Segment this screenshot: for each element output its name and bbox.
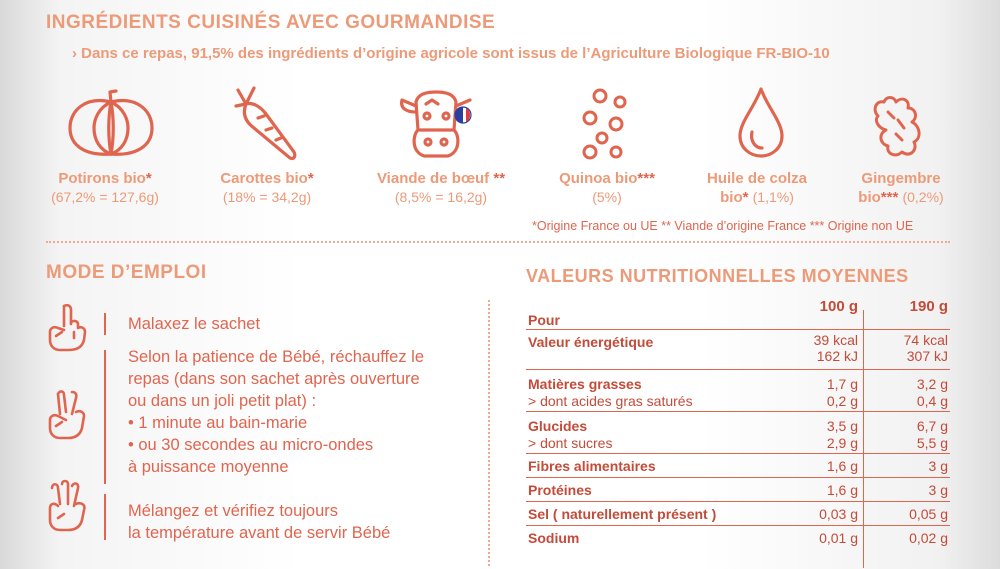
row-sublabel: > dont sucres	[528, 435, 613, 451]
ingredient-quinoa	[522, 170, 692, 206]
ingredient-name-2: bio	[858, 189, 881, 206]
step-line: • 1 minute au bain-marie	[128, 414, 308, 432]
ginger-icon	[868, 90, 932, 160]
step-1-text	[128, 313, 260, 335]
step-line: la température avant de servir Bébé	[128, 524, 391, 542]
row-value: 0,4 g	[916, 393, 948, 409]
ingredient-name-2: bio	[720, 189, 743, 206]
step-separator	[104, 350, 106, 484]
column-divider	[488, 300, 490, 566]
pumpkin-icon	[66, 88, 156, 160]
row-label: Protéines	[528, 482, 592, 498]
row-value: 74 kcal	[903, 332, 948, 348]
ingredients-subtitle: › Dans ce repas, 91,5% des ingrédients d’origine agricole sont issus de l’Agriculture Biologique FR-BIO-10	[72, 45, 830, 62]
step-separator	[104, 313, 106, 335]
step-line: • ou 30 secondes au micro-ondes	[128, 436, 374, 454]
table-row	[526, 310, 950, 330]
row-value: 1,6 g	[826, 458, 858, 474]
ingredient-name: Potirons bio	[58, 170, 146, 187]
ingredient-beef	[356, 170, 526, 206]
step-line: Mélangez et vérifiez toujours	[128, 502, 339, 520]
step-line: à puissance moyenne	[128, 458, 289, 476]
row-value: 3,2 g	[916, 376, 948, 392]
step-line: repas (dans son sachet après ouverture	[128, 370, 420, 388]
table-row	[526, 526, 950, 550]
table-row	[526, 502, 950, 526]
step-line: Selon la patience de Bébé, réchauffez le	[128, 348, 424, 366]
row-value: 3 g	[928, 482, 948, 498]
hand-two-fingers-icon	[44, 388, 90, 442]
ingredient-pumpkin	[20, 170, 190, 206]
table-row	[526, 370, 950, 412]
quinoa-icon	[576, 86, 640, 164]
ingredient-amount: (1,1%)	[752, 189, 794, 205]
row-value: 0,02 g	[909, 530, 948, 546]
row-value: 2,9 g	[826, 435, 858, 451]
hand-three-fingers-icon	[44, 478, 92, 534]
table-row	[526, 454, 950, 478]
row-label: Matières grasses	[528, 376, 642, 392]
ingredient-amount: (67,2% = 127,6g)	[51, 189, 159, 205]
ingredient-stars: ***	[637, 170, 655, 187]
oil-drop-icon	[734, 86, 788, 160]
step-line: ou dans un joli petit plat) :	[128, 392, 317, 410]
row-label: Sodium	[528, 530, 580, 546]
ingredients-title: INGRÉDIENTS CUISINÉS AVEC GOURMANDISE	[46, 12, 496, 33]
row-label: Glucides	[528, 418, 588, 434]
row-value: 1,6 g	[826, 482, 858, 498]
ingredient-name: Viande de bœuf	[376, 170, 490, 187]
row-value: 0,05 g	[909, 506, 948, 522]
row-sublabel: > dont acides gras saturés	[528, 393, 693, 409]
nutrition-title: VALEURS NUTRITIONNELLES MOYENNES	[526, 266, 909, 286]
table-row	[526, 330, 950, 370]
ingredient-stars: *	[307, 170, 314, 187]
ingredient-ginger	[816, 170, 986, 207]
row-value: 0,2 g	[826, 393, 858, 409]
col-190g-header: 190 g	[909, 298, 948, 315]
row-value: 162 kJ	[816, 348, 858, 364]
table-row	[526, 478, 950, 502]
ingredient-stars: *	[742, 189, 749, 206]
ingredient-amount: (18% = 34,2g)	[222, 189, 312, 205]
cow-icon	[396, 86, 486, 164]
hand-one-finger-icon	[44, 302, 90, 352]
row-value: 3,5 g	[826, 418, 858, 434]
step-2-text	[128, 346, 424, 478]
origin-footnote: *Origine France ou UE ** Viande d’origine France *** Origine non UE	[532, 219, 914, 233]
ingredient-amount: (8,5% = 16,2g)	[394, 189, 488, 205]
ingredient-name: Carottes bio	[220, 170, 308, 187]
step-line: Malaxez le sachet	[128, 315, 261, 333]
row-value: 0,01 g	[819, 530, 858, 546]
ingredient-stars: *	[145, 170, 152, 187]
row-label: Valeur énergétique	[528, 334, 654, 350]
ingredient-amount: (0,2%)	[902, 189, 944, 205]
ingredient-stars: ***	[880, 189, 899, 206]
col-100g-header: 100 g	[819, 298, 858, 315]
step-separator	[104, 494, 106, 540]
table-row	[526, 412, 950, 454]
ingredient-name: Gingembre	[861, 170, 941, 187]
row-value: 3 g	[928, 458, 948, 474]
row-value: 307 kJ	[906, 348, 948, 364]
step-3-text	[128, 500, 390, 544]
row-value: 6,7 g	[916, 418, 948, 434]
ingredient-name: Quinoa bio	[559, 170, 638, 187]
france-flag-icon	[454, 106, 472, 124]
row-value: 1,7 g	[826, 376, 858, 392]
ingredient-carrot	[182, 170, 352, 206]
carrot-icon	[232, 84, 302, 164]
mode-emploi-title: MODE D’EMPLOI	[46, 262, 207, 283]
ingredient-stars: **	[493, 170, 506, 187]
row-value: 0,03 g	[819, 506, 858, 522]
row-value: 39 kcal	[813, 332, 858, 348]
row-label: Sel ( naturellement présent )	[528, 506, 717, 522]
ingredient-amount: (5%)	[592, 189, 622, 205]
row-label: Pour	[528, 312, 560, 328]
section-divider	[46, 241, 950, 243]
row-label: Fibres alimentaires	[528, 458, 656, 474]
row-value: 5,5 g	[916, 435, 948, 451]
ingredient-name: Huile de colza	[706, 170, 808, 187]
